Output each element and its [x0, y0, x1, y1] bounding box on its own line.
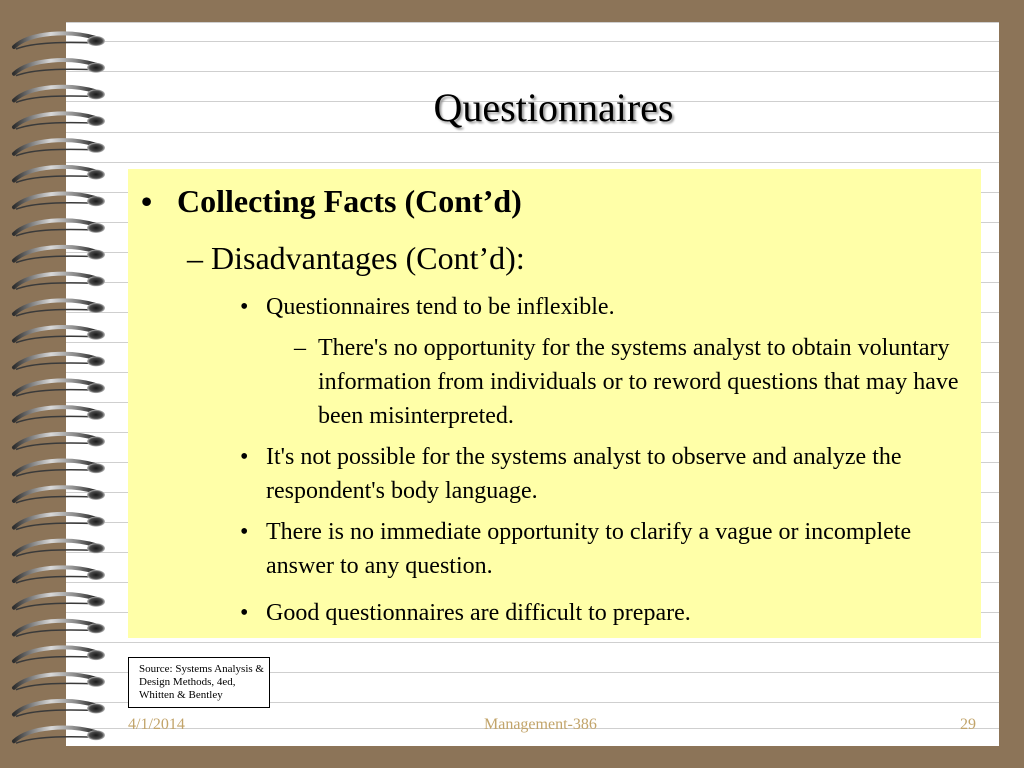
- footer-page-number: 29: [960, 716, 976, 733]
- list-item-text: There is no immediate opportunity to clarify a vague or incomplete answer to any question.: [266, 519, 912, 579]
- list-item: [240, 440, 916, 508]
- dash-icon: –: [294, 335, 306, 361]
- list-item-text: It's not possible for the systems analyst to observe and analyze the respondent's body language.: [266, 444, 902, 504]
- bullet-icon: •: [240, 519, 249, 545]
- spiral-coil-icon: [14, 567, 105, 583]
- spiral-coil-icon: [14, 33, 105, 49]
- spiral-coil-icon: [14, 514, 105, 530]
- list-item: [240, 515, 916, 583]
- spiral-coil-icon: [14, 354, 105, 370]
- slide-title: Questionnaires: [433, 85, 674, 130]
- spiral-coil-icon: [14, 541, 105, 557]
- bullet-icon: •: [240, 444, 249, 470]
- source-citation: Source: Systems Analysis & Design Methods, 4ed, Whitten & Bentley: [128, 657, 270, 708]
- spiral-coil-icon: [14, 247, 105, 263]
- bullet-icon: •: [240, 600, 249, 626]
- list-item: [240, 290, 966, 324]
- ruled-line: [66, 132, 999, 133]
- list-item: [240, 596, 916, 630]
- spiral-coil-icon: [14, 728, 105, 744]
- main-bullet: [141, 183, 522, 220]
- ruled-line: [66, 642, 999, 643]
- spiral-coil-icon: [14, 647, 105, 663]
- sub-list-item: [294, 331, 968, 433]
- bullet-icon: •: [141, 183, 153, 219]
- footer-date: 4/1/2014: [128, 716, 185, 733]
- footer-course: Management-386: [484, 716, 597, 733]
- spiral-coil-icon: [14, 674, 105, 690]
- spiral-coil-icon: [14, 621, 105, 637]
- ruled-line: [66, 71, 999, 72]
- spiral-coil-icon: [14, 407, 105, 423]
- spiral-coil-icon: [14, 60, 105, 76]
- sub-heading: – Disadvantages (Cont’d):: [187, 240, 525, 276]
- list-item-text: Good questionnaires are difficult to prepare.: [266, 600, 691, 626]
- spiral-coil-icon: [14, 487, 105, 503]
- ruled-line: [66, 22, 999, 23]
- spiral-coil-icon: [14, 220, 105, 236]
- spiral-coil-icon: [14, 327, 105, 343]
- spiral-coil-icon: [14, 167, 105, 183]
- bullet-icon: •: [240, 294, 249, 320]
- ruled-line: [66, 162, 999, 163]
- main-heading: Collecting Facts (Cont’d): [177, 183, 522, 219]
- spiral-coil-icon: [14, 701, 105, 717]
- spiral-coil-icon: [14, 434, 105, 450]
- list-item-text: Questionnaires tend to be inflexible.: [266, 294, 615, 320]
- spiral-coil-icon: [14, 194, 105, 210]
- sub-list-item-text: There's no opportunity for the systems analyst to obtain voluntary information from individuals or to reword questions that may have been misinterpreted.: [318, 335, 959, 429]
- spiral-coil-icon: [14, 140, 105, 156]
- spiral-coil-icon: [14, 380, 105, 396]
- spiral-coil-icon: [14, 300, 105, 316]
- spiral-coil-icon: [14, 461, 105, 477]
- spiral-coil-icon: [14, 594, 105, 610]
- ruled-line: [66, 41, 999, 42]
- spiral-coil-icon: [14, 274, 105, 290]
